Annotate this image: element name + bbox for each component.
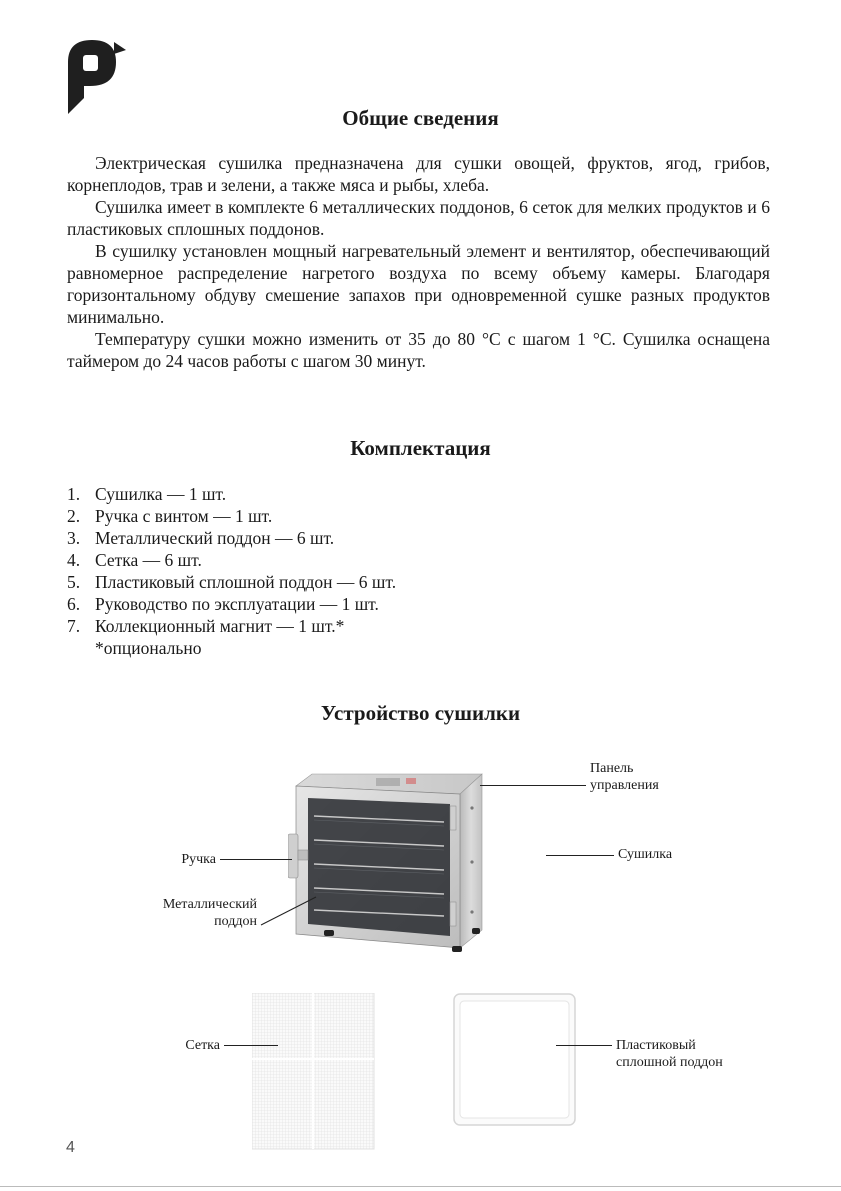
plastic-tray-illustration [453, 993, 577, 1127]
list-item: 2. Ручка с винтом — 1 шт. [67, 506, 273, 526]
list-item: 1. Сушилка — 1 шт. [67, 484, 227, 504]
page-number: 4 [66, 1139, 75, 1156]
list-item: 7. Коллекционный магнит — 1 шт.* [67, 616, 345, 636]
list-item: 6. Руководство по эксплуатации — 1 шт. [67, 594, 379, 614]
label-handle: Ручка [181, 852, 216, 867]
paragraph-purpose: Электрическая сушилка предназначена для сушки овощей, фруктов, ягод, грибов, корнеплодов, трав и зелени, а также мяса и рыбы, хлеба. [67, 153, 770, 195]
brand-logo-icon [66, 36, 128, 114]
kit-list [67, 483, 396, 637]
label-mesh: Сетка [185, 1038, 220, 1053]
mesh-illustration [252, 993, 376, 1151]
optional-note: *опционально [95, 638, 202, 658]
list-item: 4. Сетка — 6 шт. [67, 550, 202, 570]
leader-dryer [546, 855, 614, 856]
leader-mesh [224, 1045, 278, 1046]
leader-handle [220, 859, 292, 860]
leader-control-panel [480, 785, 586, 786]
label-control-panel: Панель управления [590, 761, 659, 793]
list-item: 3. Металлический поддон — 6 шт. [67, 528, 335, 548]
label-metal-tray: Металлический поддон [162, 897, 257, 929]
page-bottom-rule [0, 1186, 841, 1187]
label-plastic-tray: Пластиковый сплошной поддон [616, 1038, 723, 1070]
section-title-general: Общие сведения [342, 106, 499, 130]
paragraph-heating: В сушилку установлен мощный нагревательный элемент и вентилятор, обеспечивающий равномерное распределение нагретого воздуха по всему объему камеры. Благодаря горизонтальному обдуву смешение запахов при одновременной сушке разных продуктов минимально. [67, 241, 770, 327]
label-dryer: Сушилка [618, 847, 673, 862]
leader-metal-tray [260, 895, 320, 927]
paragraph-temperature: Температуру сушки можно изменить от 35 до 80 °C с шагом 1 °C. Сушилка оснащена таймером до 24 часов работы с шагом 30 минут. [67, 329, 770, 371]
paragraph-kit-summary: Сушилка имеет в комплекте 6 металлических поддонов, 6 сеток для мелких продуктов и 6 пластиковых сплошных поддонов. [67, 197, 770, 239]
leader-plastic-tray [556, 1045, 612, 1046]
section-title-kit: Комплектация [350, 436, 491, 460]
list-item: 5. Пластиковый сплошной поддон — 6 шт. [67, 572, 397, 592]
section-title-device: Устройство сушилки [320, 701, 521, 725]
